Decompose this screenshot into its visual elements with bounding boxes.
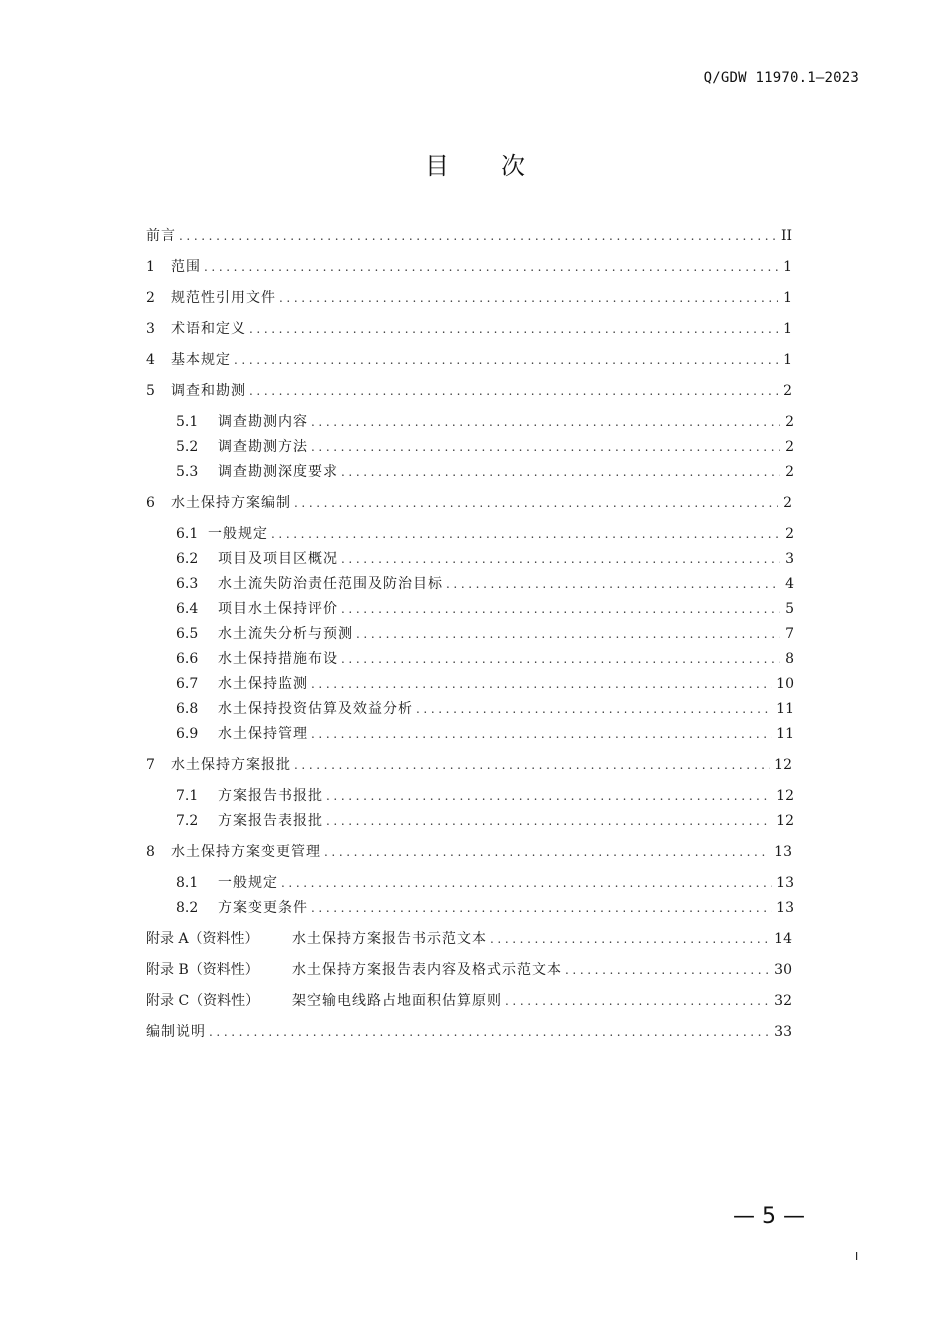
dot-leader	[324, 842, 770, 862]
toc-page: 2	[785, 464, 794, 480]
toc-page: 1	[783, 259, 792, 275]
toc-label: 水土保持管理	[218, 726, 308, 742]
toc-page: 12	[776, 788, 794, 804]
toc-label: 规范性引用文件	[171, 290, 276, 306]
toc-label: 调查勘测方法	[218, 439, 308, 455]
toc-entry-foreword[interactable]	[146, 226, 792, 246]
toc-number: 5.3	[176, 464, 199, 480]
toc-appendix-id: 附录 C（资料性）	[146, 993, 260, 1009]
toc-label: 前言	[146, 228, 176, 244]
dot-leader	[311, 724, 772, 744]
page-title	[0, 146, 950, 181]
dot-leader	[179, 226, 777, 246]
toc-page: 1	[783, 290, 792, 306]
toc-number: 8.2	[176, 900, 199, 916]
toc-number: 7	[146, 757, 155, 773]
toc-label: 基本规定	[171, 352, 231, 368]
title-char-1: 目	[425, 152, 449, 180]
toc-number: 5	[146, 383, 155, 399]
toc-page: 8	[785, 651, 794, 667]
toc-label: 调查和勘测	[171, 383, 246, 399]
toc-page: 1	[783, 321, 792, 337]
dot-leader	[416, 699, 772, 719]
page-number: — 5 —	[733, 1204, 805, 1229]
toc-label: 调查勘测内容	[218, 414, 308, 430]
toc-number: 6.1	[176, 526, 199, 542]
toc-label: 调查勘测深度要求	[218, 464, 338, 480]
toc-entry-6-2[interactable]	[176, 549, 794, 569]
toc-label: 水土保持方案变更管理	[171, 844, 321, 860]
toc-label: 项目及项目区概况	[218, 551, 338, 567]
toc-appendix-id: 附录 A（资料性）	[146, 931, 259, 947]
dot-leader	[341, 649, 780, 669]
toc-label: 术语和定义	[171, 321, 246, 337]
toc-entry-6-6[interactable]	[176, 649, 794, 669]
toc-entry-7-1[interactable]	[176, 786, 794, 806]
toc-entry-1[interactable]	[146, 257, 792, 277]
toc-page: 11	[776, 726, 794, 742]
dot-leader	[311, 898, 772, 918]
dot-leader	[565, 960, 770, 980]
toc-entry-6[interactable]	[146, 493, 792, 513]
toc-label: 水土保持监测	[218, 676, 308, 692]
toc-number: 1	[146, 259, 155, 275]
toc-entry-6-1[interactable]	[176, 524, 794, 544]
toc-entry-appendix-b[interactable]	[146, 960, 792, 980]
toc-label: 编制说明	[146, 1024, 206, 1040]
toc-entry-8[interactable]	[146, 842, 792, 862]
dot-leader	[341, 599, 780, 619]
toc-page: 14	[774, 931, 792, 947]
toc-page: 32	[774, 993, 792, 1009]
dot-leader	[234, 350, 778, 370]
toc-number: 6.3	[176, 576, 199, 592]
toc-page: II	[780, 228, 792, 244]
toc-label: 方案变更条件	[218, 900, 308, 916]
toc-number: 6.5	[176, 626, 199, 642]
dot-leader	[249, 319, 778, 339]
toc-page: 2	[785, 414, 794, 430]
dot-leader	[326, 811, 772, 831]
dot-leader	[356, 624, 780, 644]
toc-entry-7-2[interactable]	[176, 811, 794, 831]
toc-entry-appendix-c[interactable]	[146, 991, 792, 1011]
dot-leader	[209, 1022, 770, 1042]
toc-number: 5.1	[176, 414, 199, 430]
toc-entry-4[interactable]	[146, 350, 792, 370]
dot-leader	[281, 873, 772, 893]
dot-leader	[341, 462, 780, 482]
toc-label: 水土保持方案编制	[171, 495, 291, 511]
toc-page: 4	[785, 576, 794, 592]
toc-page: 7	[785, 626, 794, 642]
toc-label: 方案报告书报批	[218, 788, 323, 804]
toc-page: 30	[774, 962, 792, 978]
toc-label: 水土保持方案报告书示范文本	[292, 931, 487, 947]
toc-number: 2	[146, 290, 155, 306]
toc-number: 6.4	[176, 601, 199, 617]
toc-number: 7.2	[176, 813, 199, 829]
toc-label: 水土保持投资估算及效益分析	[218, 701, 413, 717]
toc-page: 2	[785, 439, 794, 455]
toc-label: 水土保持方案报告表内容及格式示范文本	[292, 962, 562, 978]
dot-leader	[505, 991, 770, 1011]
toc-entry-8-1[interactable]	[176, 873, 794, 893]
dot-leader	[311, 412, 780, 432]
dot-leader	[490, 929, 770, 949]
toc-number: 6.8	[176, 701, 199, 717]
toc-entry-8-2[interactable]	[176, 898, 794, 918]
toc-label: 一般规定	[208, 526, 268, 542]
toc-page: 3	[785, 551, 794, 567]
toc-label: 水土流失分析与预测	[218, 626, 353, 642]
toc-entry-5-3[interactable]	[176, 462, 794, 482]
toc-page: 12	[776, 813, 794, 829]
toc-number: 6.9	[176, 726, 199, 742]
toc-label: 项目水土保持评价	[218, 601, 338, 617]
dot-leader	[311, 437, 780, 457]
toc-page: 1	[783, 352, 792, 368]
toc-number: 6.2	[176, 551, 199, 567]
toc-page: 11	[776, 701, 794, 717]
toc-number: 6.7	[176, 676, 199, 692]
toc-label: 范围	[171, 259, 201, 275]
toc-page: 13	[776, 900, 794, 916]
toc-label: 一般规定	[218, 875, 278, 891]
dot-leader	[341, 549, 780, 569]
dot-leader	[249, 381, 778, 401]
dot-leader	[311, 674, 772, 694]
toc-page: 10	[776, 676, 794, 692]
toc-entry-7[interactable]	[146, 755, 792, 775]
toc-number: 8	[146, 844, 155, 860]
toc-number: 3	[146, 321, 155, 337]
title-char-2: 次	[501, 152, 525, 180]
roman-page-number: I	[855, 1250, 859, 1263]
toc-label: 方案报告表报批	[218, 813, 323, 829]
toc-page: 5	[785, 601, 794, 617]
toc-label: 水土保持措施布设	[218, 651, 338, 667]
toc-entry-6-9[interactable]	[176, 724, 794, 744]
dot-leader	[294, 755, 770, 775]
toc-entry-6-5[interactable]	[176, 624, 794, 644]
toc-page: 2	[783, 495, 792, 511]
toc-number: 4	[146, 352, 155, 368]
toc-entry-6-8[interactable]	[176, 699, 794, 719]
dot-leader	[326, 786, 772, 806]
toc-label: 架空输电线路占地面积估算原则	[292, 993, 502, 1009]
toc-appendix-id: 附录 B（资料性）	[146, 962, 259, 978]
toc-entry-5[interactable]	[146, 381, 792, 401]
toc-number: 6	[146, 495, 155, 511]
toc-page: 13	[776, 875, 794, 891]
toc-label: 水土流失防治责任范围及防治目标	[218, 576, 443, 592]
toc-entry-6-7[interactable]	[176, 674, 794, 694]
toc-page: 13	[774, 844, 792, 860]
toc-number: 6.6	[176, 651, 199, 667]
toc-page: 33	[774, 1024, 792, 1040]
toc-entry-3[interactable]	[146, 319, 792, 339]
toc-number: 7.1	[176, 788, 199, 804]
toc-entry-5-2[interactable]	[176, 437, 794, 457]
toc-label: 水土保持方案报批	[171, 757, 291, 773]
toc-number: 8.1	[176, 875, 199, 891]
toc-page: 2	[785, 526, 794, 542]
toc-number: 5.2	[176, 439, 199, 455]
dot-leader	[204, 257, 778, 277]
toc-page: 2	[783, 383, 792, 399]
toc-entry-2[interactable]	[146, 288, 792, 308]
dot-leader	[271, 524, 780, 544]
toc-entry-6-4[interactable]	[176, 599, 794, 619]
toc-entry-appendix-a[interactable]	[146, 929, 792, 949]
standard-code: Q/GDW 11970.1—2023	[703, 70, 859, 86]
dot-leader	[279, 288, 778, 308]
toc-entry-6-3[interactable]	[176, 574, 794, 594]
dot-leader	[446, 574, 780, 594]
dot-leader	[294, 493, 778, 513]
toc-page: 12	[774, 757, 792, 773]
toc-entry-drafting-notes[interactable]	[146, 1022, 792, 1042]
toc-entry-5-1[interactable]	[176, 412, 794, 432]
